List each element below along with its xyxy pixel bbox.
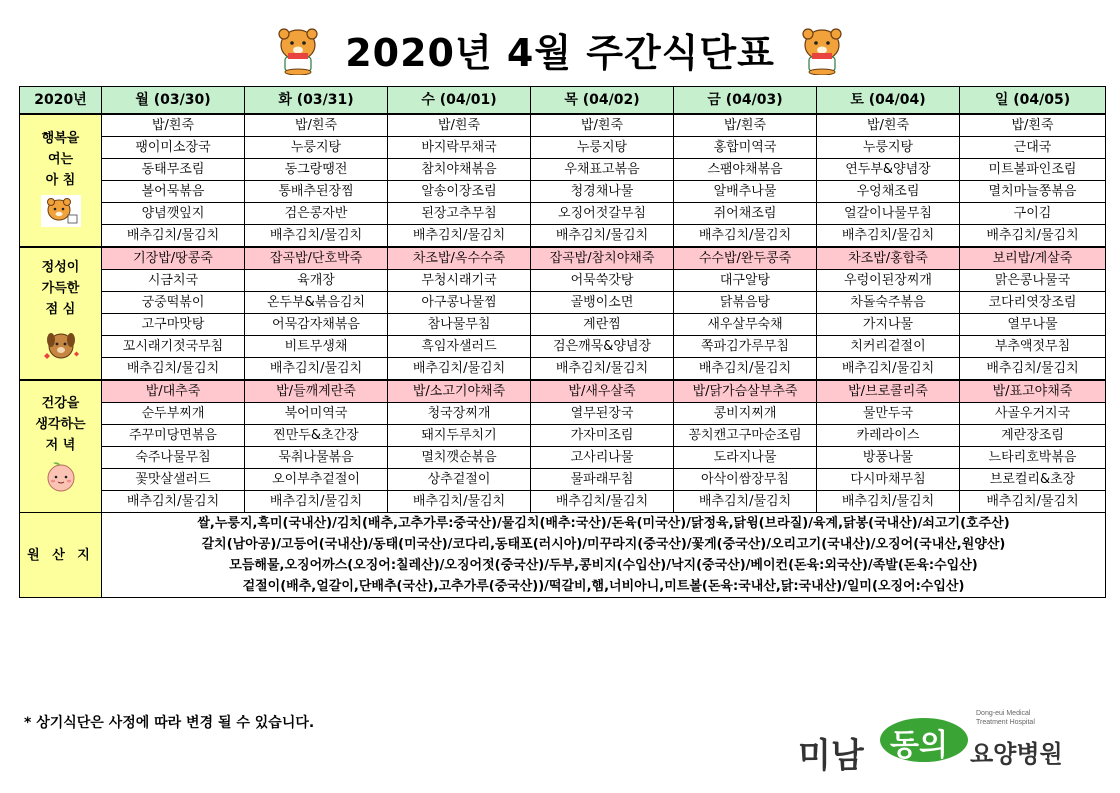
menu-item: 배추김치/물김치 bbox=[674, 491, 817, 513]
menu-item: 누룽지탕 bbox=[245, 137, 388, 159]
meal-label-line: 생각하는 bbox=[35, 416, 86, 432]
menu-row bbox=[20, 380, 1106, 403]
menu-item: 가자미조림 bbox=[531, 425, 674, 447]
bear-holding-drink-icon bbox=[273, 23, 323, 75]
menu-item: 열무나물 bbox=[960, 314, 1106, 336]
menu-item: 된장고추무침 bbox=[388, 203, 531, 225]
menu-item: 상추겉절이 bbox=[388, 469, 531, 491]
menu-item: 동태무조림 bbox=[102, 159, 245, 181]
menu-item: 순두부찌개 bbox=[102, 403, 245, 425]
menu-item: 어묵쑥갓탕 bbox=[531, 270, 674, 292]
meal-label bbox=[20, 247, 102, 380]
menu-item: 배추김치/물김치 bbox=[817, 491, 960, 513]
meal-label-line: 건강을 bbox=[41, 395, 80, 411]
menu-item: 밥/흰죽 bbox=[817, 114, 960, 137]
menu-item: 묵취나물볶음 bbox=[245, 447, 388, 469]
menu-item: 배추김치/물김치 bbox=[388, 358, 531, 381]
menu-item: 배추김치/물김치 bbox=[245, 358, 388, 381]
menu-row bbox=[20, 137, 1106, 159]
menu-item: 흑임자샐러드 bbox=[388, 336, 531, 358]
menu-item: 멸치깻순볶음 bbox=[388, 447, 531, 469]
menu-item: 우채표고볶음 bbox=[531, 159, 674, 181]
menu-item: 미트볼파인조림 bbox=[960, 159, 1106, 181]
menu-item: 온두부&볶음김치 bbox=[245, 292, 388, 314]
menu-item: 물만두국 bbox=[817, 403, 960, 425]
menu-item: 잡곡밥/참치야채죽 bbox=[531, 247, 674, 270]
meal-label-line: 여는 bbox=[47, 151, 74, 167]
origin-label: 원 산 지 bbox=[20, 513, 102, 598]
menu-item: 검은깨묵&양념장 bbox=[531, 336, 674, 358]
menu-item: 어묵감자채볶음 bbox=[245, 314, 388, 336]
dog-with-heart-icon bbox=[41, 324, 81, 371]
hospital-logo bbox=[788, 702, 1098, 776]
menu-item: 밥/대추죽 bbox=[102, 380, 245, 403]
menu-item: 알배추나물 bbox=[674, 181, 817, 203]
menu-item: 밥/흰죽 bbox=[102, 114, 245, 137]
menu-item: 배추김치/물김치 bbox=[531, 225, 674, 248]
menu-item: 볼어묵볶음 bbox=[102, 181, 245, 203]
logo-text: 동의 bbox=[890, 728, 948, 763]
menu-item: 바지락무채국 bbox=[388, 137, 531, 159]
menu-item: 찐만두&초간장 bbox=[245, 425, 388, 447]
menu-item: 배추김치/물김치 bbox=[388, 491, 531, 513]
menu-item: 계란찜 bbox=[531, 314, 674, 336]
weekly-menu-table bbox=[19, 86, 1106, 598]
day-header: 토 (04/04) bbox=[817, 87, 960, 115]
menu-item: 계란장조림 bbox=[960, 425, 1106, 447]
menu-item: 배추김치/물김치 bbox=[674, 225, 817, 248]
day-header: 목 (04/02) bbox=[531, 87, 674, 115]
menu-row bbox=[20, 358, 1106, 381]
menu-item: 검은콩자반 bbox=[245, 203, 388, 225]
menu-item: 도라지나물 bbox=[674, 447, 817, 469]
menu-item: 밥/흰죽 bbox=[245, 114, 388, 137]
menu-item: 보리밥/게살죽 bbox=[960, 247, 1106, 270]
menu-item: 배추김치/물김치 bbox=[102, 358, 245, 381]
menu-item: 잡곡밥/단호박죽 bbox=[245, 247, 388, 270]
menu-item: 알송이장조림 bbox=[388, 181, 531, 203]
menu-item: 시금치국 bbox=[102, 270, 245, 292]
menu-item: 고구마맛탕 bbox=[102, 314, 245, 336]
day-header: 수 (04/01) bbox=[388, 87, 531, 115]
menu-item: 북어미역국 bbox=[245, 403, 388, 425]
menu-item: 대구알탕 bbox=[674, 270, 817, 292]
bear-holding-drink-icon bbox=[797, 23, 847, 75]
menu-item: 참치야채볶음 bbox=[388, 159, 531, 181]
menu-item: 밥/닭가슴살부추죽 bbox=[674, 380, 817, 403]
menu-item: 오징어젓갈무침 bbox=[531, 203, 674, 225]
menu-item: 배추김치/물김치 bbox=[960, 358, 1106, 381]
menu-item: 닭볶음탕 bbox=[674, 292, 817, 314]
menu-item: 배추김치/물김치 bbox=[817, 358, 960, 381]
menu-item: 치커리겉절이 bbox=[817, 336, 960, 358]
menu-item: 꼬시래기젓국무침 bbox=[102, 336, 245, 358]
menu-item: 스팸야채볶음 bbox=[674, 159, 817, 181]
menu-item: 기장밥/땅콩죽 bbox=[102, 247, 245, 270]
day-header: 금 (04/03) bbox=[674, 87, 817, 115]
menu-item: 꽁치캔고구마순조림 bbox=[674, 425, 817, 447]
menu-item: 밥/소고기야채죽 bbox=[388, 380, 531, 403]
menu-item: 배추김치/물김치 bbox=[817, 225, 960, 248]
menu-row bbox=[20, 314, 1106, 336]
menu-item: 밥/표고야채죽 bbox=[960, 380, 1106, 403]
origin-line: 모듬해물,오징어까스(오징어:칠레산)/오징어젓(중국산)/두부,콩비지(수입산)/낙지(중국산)/베이컨(돈육:외국산)/족발(돈육:수입산) bbox=[229, 558, 978, 573]
menu-item: 수수밥/완두콩죽 bbox=[674, 247, 817, 270]
menu-row bbox=[20, 203, 1106, 225]
menu-item: 맑은콩나물국 bbox=[960, 270, 1106, 292]
menu-item: 배추김치/물김치 bbox=[388, 225, 531, 248]
menu-item: 양념깻잎지 bbox=[102, 203, 245, 225]
menu-item: 밥/흰죽 bbox=[388, 114, 531, 137]
menu-item: 청경채나물 bbox=[531, 181, 674, 203]
origin-line: 쌀,누룽지,흑미(국내산)/김치(배추,고추가루:중국산)/물김치(배추:국산)/돈육(미국산)/닭정육,닭윙(브라질)/육계,닭봉(국내산)/쇠고기(호주산) bbox=[197, 516, 1010, 531]
peach-character-icon bbox=[43, 460, 79, 501]
menu-item: 배추김치/물김치 bbox=[245, 491, 388, 513]
menu-item: 배추김치/물김치 bbox=[531, 491, 674, 513]
menu-item: 부추액젓무침 bbox=[960, 336, 1106, 358]
menu-item: 비트무생채 bbox=[245, 336, 388, 358]
menu-row bbox=[20, 159, 1106, 181]
header-row bbox=[20, 87, 1106, 115]
menu-item: 카레라이스 bbox=[817, 425, 960, 447]
logo-text: 요양병원 bbox=[970, 739, 1063, 768]
menu-item: 우엉채조림 bbox=[817, 181, 960, 203]
menu-item: 쪽파김가루무침 bbox=[674, 336, 817, 358]
meal-label-line: 가득한 bbox=[41, 280, 80, 296]
menu-item: 코다리엿장조림 bbox=[960, 292, 1106, 314]
menu-item: 밥/들깨계란죽 bbox=[245, 380, 388, 403]
origin-info bbox=[102, 513, 1106, 598]
menu-item: 가지나물 bbox=[817, 314, 960, 336]
bear-sitting-icon bbox=[41, 195, 81, 234]
menu-item: 아삭이쌈장무침 bbox=[674, 469, 817, 491]
menu-item: 우렁이된장찌개 bbox=[817, 270, 960, 292]
menu-row bbox=[20, 425, 1106, 447]
menu-row bbox=[20, 336, 1106, 358]
menu-item: 밥/흰죽 bbox=[531, 114, 674, 137]
footnote: * 상기식단은 사정에 따라 변경 될 수 있습니다. bbox=[24, 715, 315, 731]
menu-item: 배추김치/물김치 bbox=[102, 225, 245, 248]
menu-item: 다시마채무침 bbox=[817, 469, 960, 491]
day-header: 월 (03/30) bbox=[102, 87, 245, 115]
menu-item: 밥/새우살죽 bbox=[531, 380, 674, 403]
menu-item: 팽이미소장국 bbox=[102, 137, 245, 159]
menu-item: 밥/흰죽 bbox=[674, 114, 817, 137]
menu-item: 느타리호박볶음 bbox=[960, 447, 1106, 469]
menu-item: 주꾸미당면볶음 bbox=[102, 425, 245, 447]
menu-row bbox=[20, 469, 1106, 491]
meal-label-line: 점 심 bbox=[45, 301, 76, 317]
origin-line: 갈치(남아공)/고등어(국내산)/동태(미국산)/코다리,동태포(러시아)/미꾸라지(중국산)/꽃게(중국산)/오리고기(국내산)/오징어(국내산,원양산) bbox=[201, 537, 1006, 552]
logo-subtext: Dong-eui Medical bbox=[976, 710, 1031, 717]
menu-item: 밥/브로콜리죽 bbox=[817, 380, 960, 403]
menu-row bbox=[20, 114, 1106, 137]
menu-item: 배추김치/물김치 bbox=[960, 225, 1106, 248]
menu-item: 방풍나물 bbox=[817, 447, 960, 469]
menu-item: 배추김치/물김치 bbox=[245, 225, 388, 248]
menu-row bbox=[20, 270, 1106, 292]
menu-item: 청국장찌개 bbox=[388, 403, 531, 425]
meal-label bbox=[20, 114, 102, 247]
menu-item: 브로컬리&초장 bbox=[960, 469, 1106, 491]
menu-row bbox=[20, 225, 1106, 248]
menu-row bbox=[20, 403, 1106, 425]
menu-item: 통배추된장찜 bbox=[245, 181, 388, 203]
menu-item: 누룽지탕 bbox=[817, 137, 960, 159]
menu-item: 고사리나물 bbox=[531, 447, 674, 469]
menu-item: 궁중떡볶이 bbox=[102, 292, 245, 314]
menu-item: 근대국 bbox=[960, 137, 1106, 159]
menu-item: 배추김치/물김치 bbox=[674, 358, 817, 381]
title-row bbox=[0, 18, 1120, 80]
menu-item: 멸치마늘쫑볶음 bbox=[960, 181, 1106, 203]
menu-item: 차조밥/옥수수죽 bbox=[388, 247, 531, 270]
logo-text: 미남 bbox=[798, 736, 864, 776]
menu-item: 밥/흰죽 bbox=[960, 114, 1106, 137]
menu-item: 차돌숙주볶음 bbox=[817, 292, 960, 314]
menu-item: 연두부&양념장 bbox=[817, 159, 960, 181]
menu-item: 동그랑땡전 bbox=[245, 159, 388, 181]
meal-label-line: 저 녁 bbox=[45, 437, 76, 453]
menu-item: 돼지두루치기 bbox=[388, 425, 531, 447]
menu-item: 무청시래기국 bbox=[388, 270, 531, 292]
menu-item: 쥐어채조림 bbox=[674, 203, 817, 225]
menu-item: 누룽지탕 bbox=[531, 137, 674, 159]
day-header: 일 (04/05) bbox=[960, 87, 1106, 115]
menu-item: 콩비지찌개 bbox=[674, 403, 817, 425]
day-header: 화 (03/31) bbox=[245, 87, 388, 115]
page-title: 2020년 4월 주간식단표 bbox=[345, 30, 775, 75]
menu-item: 오이부추겉절이 bbox=[245, 469, 388, 491]
menu-item: 열무된장국 bbox=[531, 403, 674, 425]
menu-row bbox=[20, 247, 1106, 270]
menu-item: 새우살무숙채 bbox=[674, 314, 817, 336]
menu-item: 아구콩나물찜 bbox=[388, 292, 531, 314]
menu-item: 홍합미역국 bbox=[674, 137, 817, 159]
meal-label-line: 행복을 bbox=[41, 130, 80, 146]
menu-row bbox=[20, 491, 1106, 513]
menu-row bbox=[20, 292, 1106, 314]
menu-item: 물파래무침 bbox=[531, 469, 674, 491]
menu-item: 구이김 bbox=[960, 203, 1106, 225]
menu-row bbox=[20, 447, 1106, 469]
origin-line: 겉절이(배추,얼갈이,단배추(국산),고추가루(중국산))/떡갈비,햄,너비아니,미트볼(돈육:국내산,닭:국내산)/일미(오징어:수입산) bbox=[242, 579, 965, 594]
menu-item: 참나물무침 bbox=[388, 314, 531, 336]
menu-item: 배추김치/물김치 bbox=[102, 491, 245, 513]
meal-label-line: 정성이 bbox=[41, 259, 80, 275]
menu-item: 사골우거지국 bbox=[960, 403, 1106, 425]
menu-row bbox=[20, 181, 1106, 203]
origin-row bbox=[20, 513, 1106, 598]
logo-subtext: Treatment Hospital bbox=[976, 719, 1035, 726]
menu-item: 얼갈이나물무침 bbox=[817, 203, 960, 225]
meal-label-line: 아 침 bbox=[45, 172, 76, 188]
menu-item: 육개장 bbox=[245, 270, 388, 292]
year-header: 2020년 bbox=[20, 87, 102, 115]
menu-item: 꽃맛살샐러드 bbox=[102, 469, 245, 491]
menu-item: 차조밥/홍합죽 bbox=[817, 247, 960, 270]
menu-item: 배추김치/물김치 bbox=[960, 491, 1106, 513]
meal-label bbox=[20, 380, 102, 513]
menu-item: 숙주나물무침 bbox=[102, 447, 245, 469]
menu-item: 배추김치/물김치 bbox=[531, 358, 674, 381]
menu-item: 골뱅이소면 bbox=[531, 292, 674, 314]
